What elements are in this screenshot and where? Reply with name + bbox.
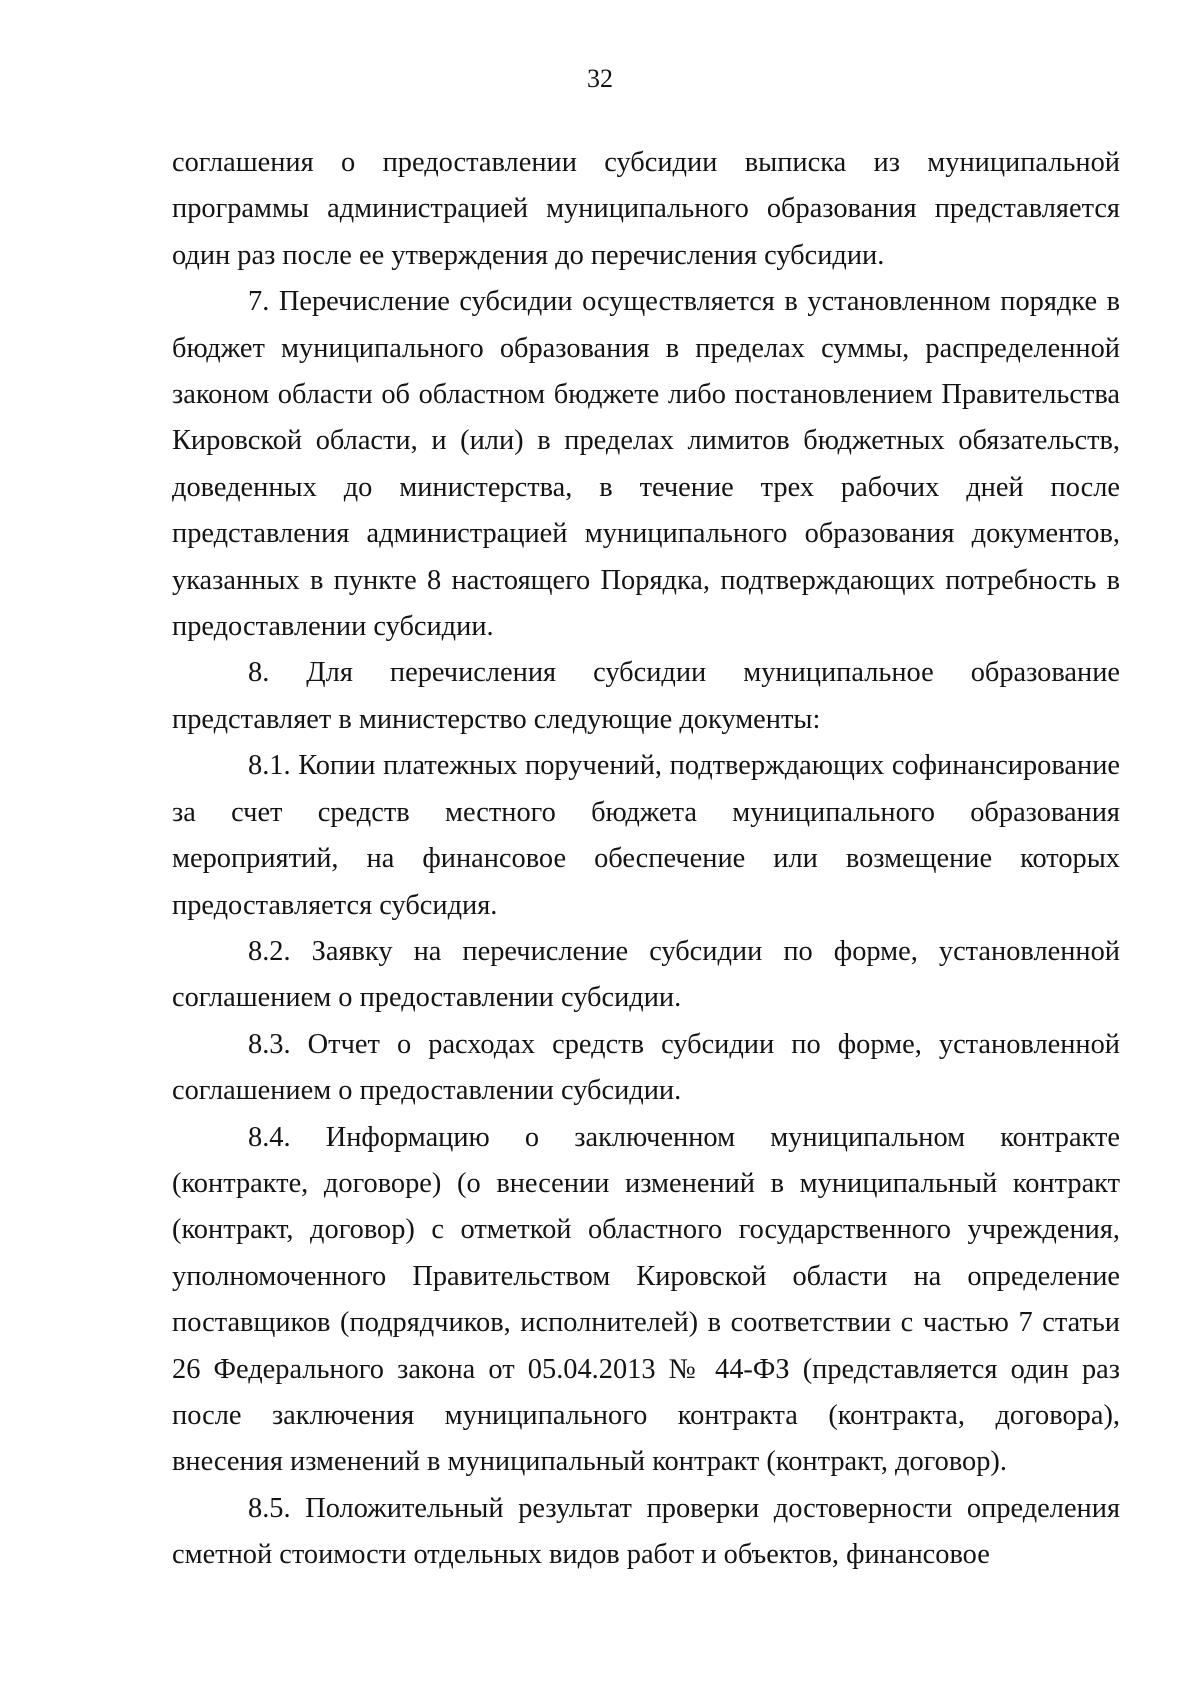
paragraph-item-8-1: 8.1. Копии платежных поручений, подтверждающих софинансирование за счет средств местного бюджета муниципального образования мероприятий, на финансовое обеспечение или возмещение которых предоставляется субсидия. bbox=[172, 750, 1120, 921]
page-number: 32 bbox=[587, 64, 613, 93]
paragraph-item-8-4: 8.4. Информацию о заключенном муниципальном контракте (контракте, договоре) (о внесении изменений в муниципальный контракт (контракт, договор) с отметкой областного государственного учреждения, уполномоченного Правительством Кировской области на определение поставщиков (подрядчиков, исполнителей) в соответствии с частью 7 статьи 26 Федерального закона от 05.04.2013 № 44-ФЗ (представляется один раз после заключения муниципального контракта (контракта, договора), внесения изменений в муниципальный контракт (контракт, договор). bbox=[172, 1121, 1120, 1478]
paragraph-continuation: соглашения о предоставлении субсидии выписка из муниципальной программы администрацией муниципального образования представляется один раз после ее утверждения до перечисления субсидии. bbox=[172, 147, 1120, 271]
paragraph-item-8-5: 8.5. Положительный результат проверки достоверности определения сметной стоимости отдельных видов работ и объектов, финансовое bbox=[172, 1492, 1120, 1571]
document-body bbox=[172, 140, 1120, 1579]
paragraph-item-8-3: 8.3. Отчет о расходах средств субсидии по форме, установленной соглашением о предоставлении субсидии. bbox=[172, 1028, 1120, 1107]
paragraph-item-8-2: 8.2. Заявку на перечисление субсидии по форме, установленной соглашением о предоставлении субсидии. bbox=[172, 935, 1120, 1014]
paragraph-item-8: 8. Для перечисления субсидии муниципальное образование представляет в министерство следующие документы: bbox=[172, 657, 1120, 735]
paragraph-item-7: 7. Перечисление субсидии осуществляется в установленном порядке в бюджет муниципального образования в пределах суммы, распределенной законом области об областном бюджете либо постановлением Правительства Кировской области, и (или) в пределах лимитов бюджетных обязательств, доведенных до министерства, в течение трех рабочих дней после представления администрацией муниципального образования документов, указанных в пункте 8 настоящего Порядка, подтверждающих потребность в предоставлении субсидии. bbox=[172, 286, 1120, 643]
